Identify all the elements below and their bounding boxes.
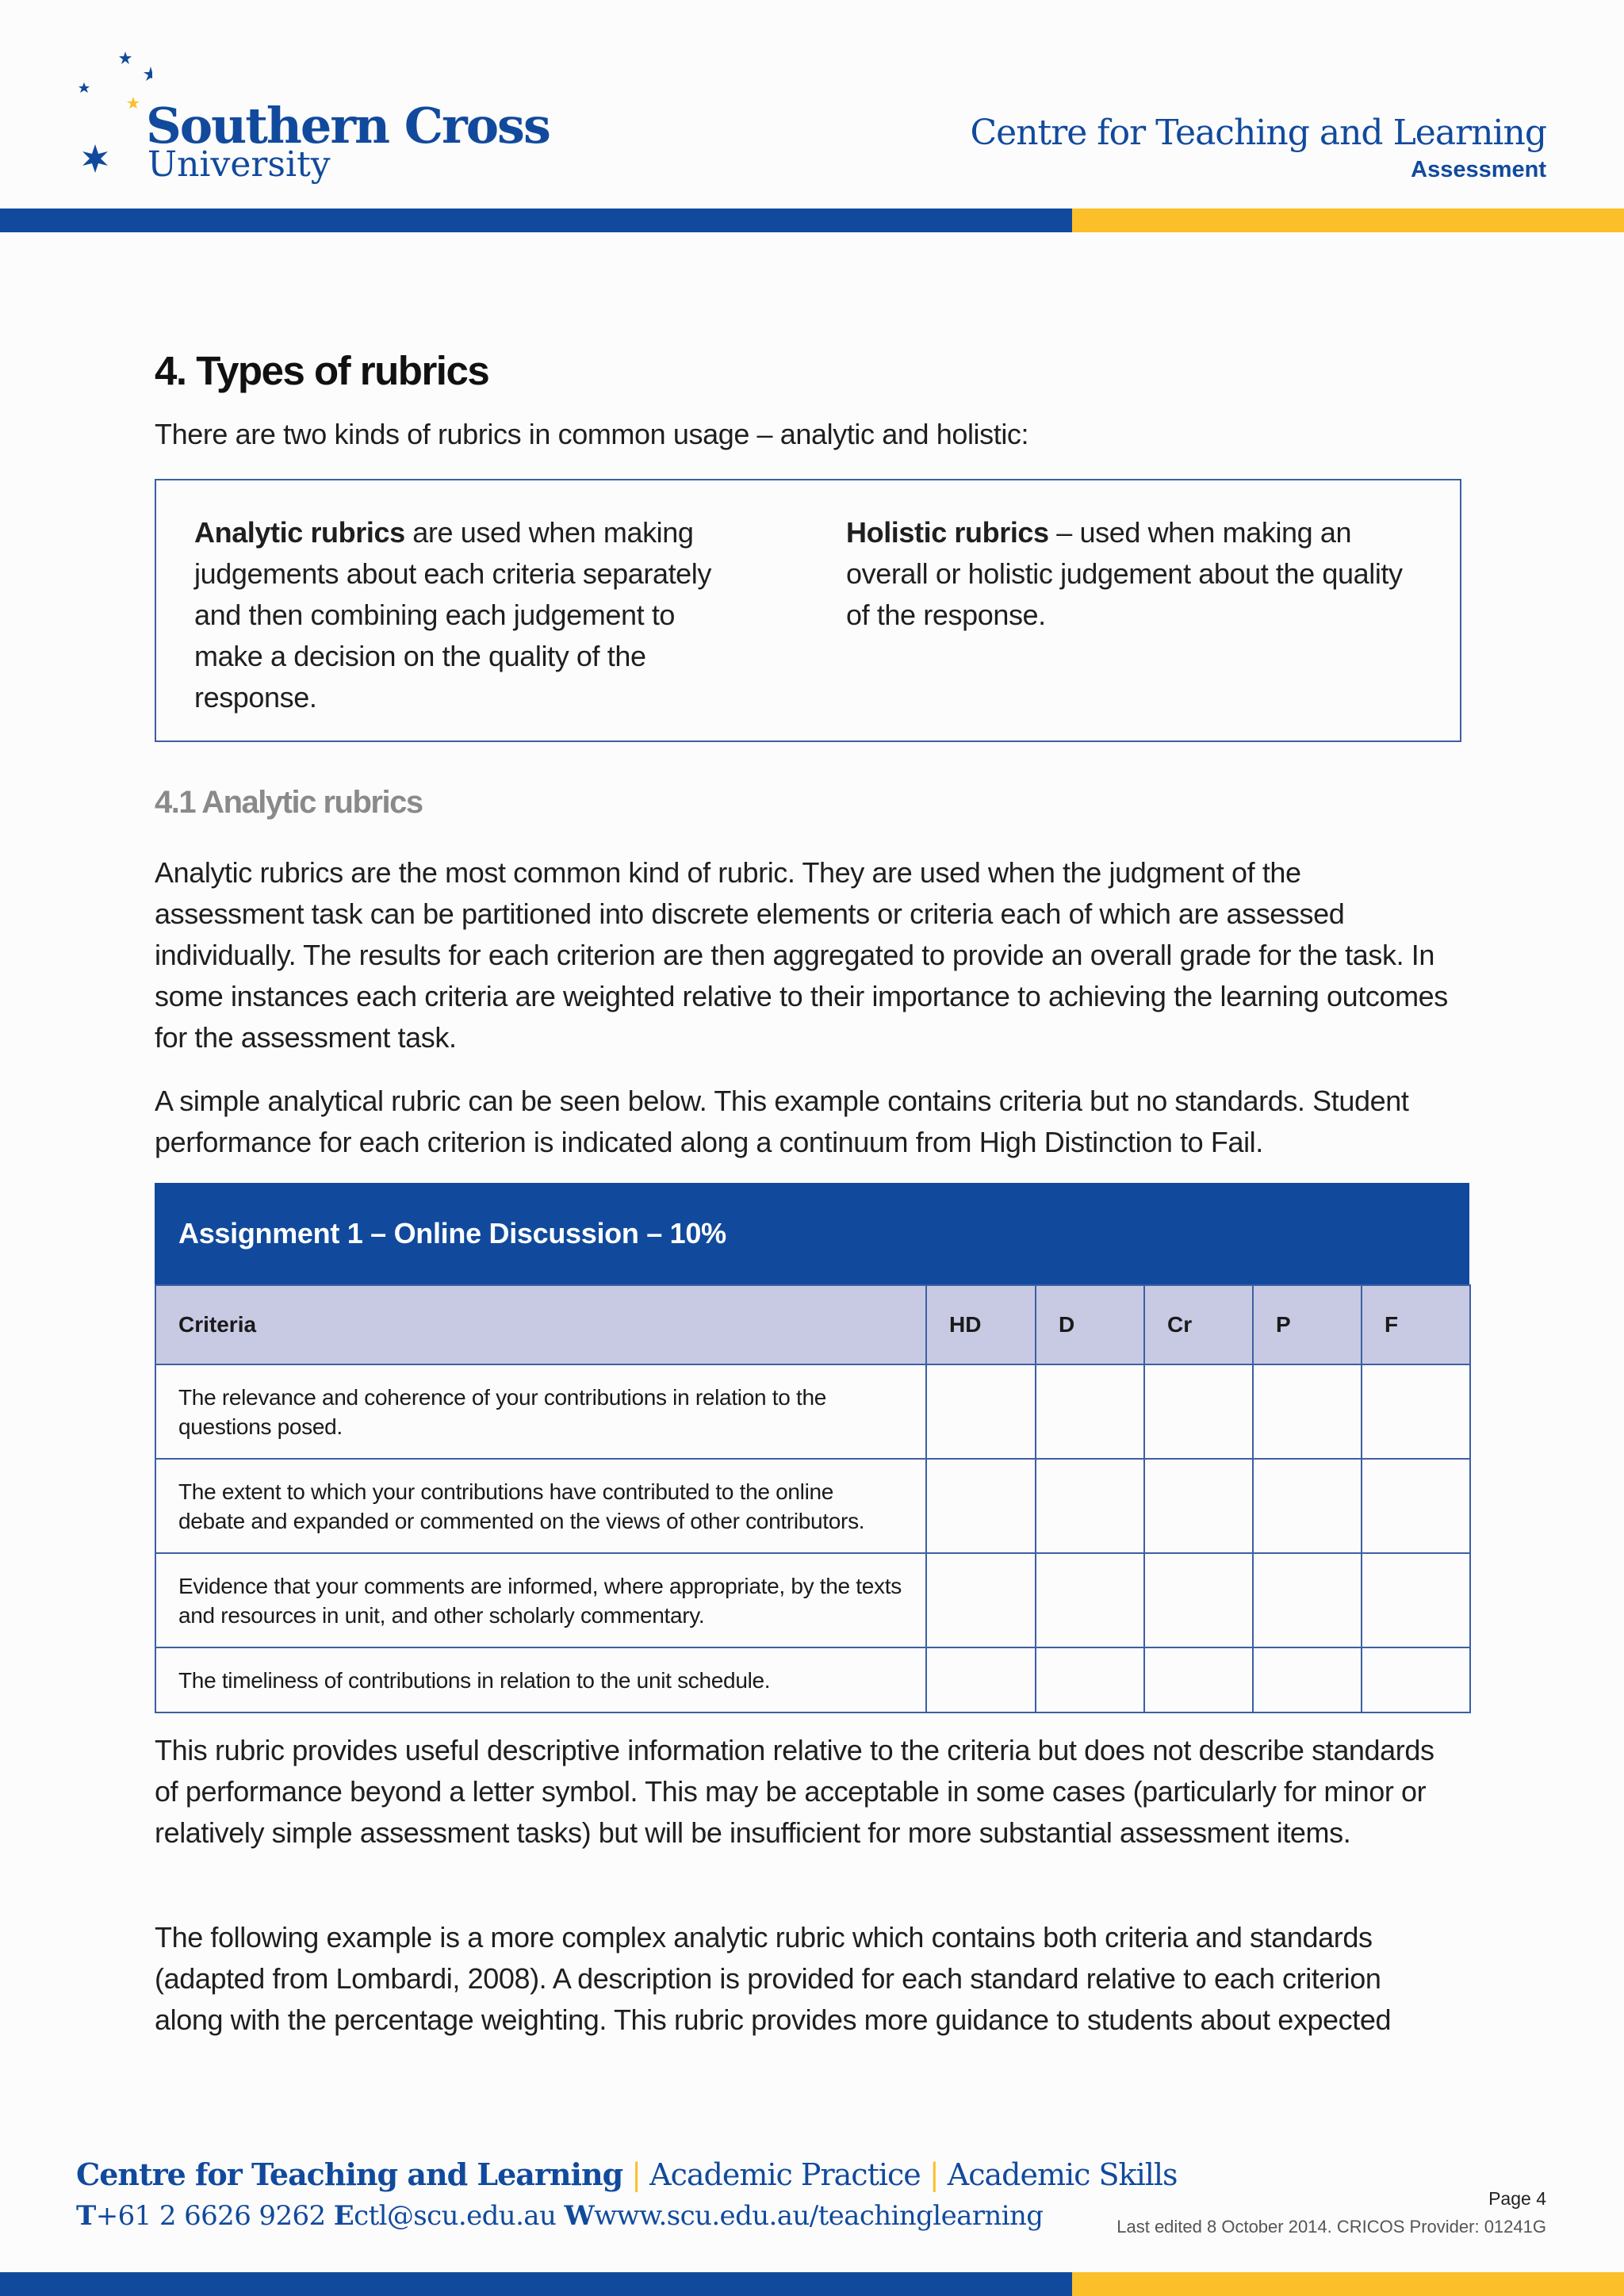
grade-cell	[926, 1459, 1036, 1553]
web-label: W	[564, 2200, 595, 2232]
grade-cell	[1036, 1364, 1144, 1459]
grade-cell	[1144, 1647, 1253, 1712]
logo-wordmark-sub: University	[147, 144, 331, 185]
header-subtitle: Assessment	[1411, 157, 1546, 182]
phone-number: +61 2 6626 9262	[95, 2200, 326, 2232]
grade-cell	[1253, 1459, 1362, 1553]
column-header-cr: Cr	[1144, 1285, 1253, 1364]
holistic-term: Holistic rubrics	[846, 516, 1049, 549]
footer-org: Centre for Teaching and Learning	[76, 2156, 623, 2192]
holistic-text: – used when making an overall or holistic judgement about the quality of the response.	[846, 516, 1403, 631]
column-header-d: D	[1036, 1285, 1144, 1364]
column-header-hd: HD	[926, 1285, 1036, 1364]
footer-contact-line	[76, 2200, 1044, 2232]
grade-cell	[1362, 1364, 1470, 1459]
footer-link-academic-practice[interactable]: Academic Practice	[649, 2157, 921, 2192]
grade-cell	[926, 1364, 1036, 1459]
criterion-cell: The relevance and coherence of your contributions in relation to the questions posed.	[155, 1364, 926, 1459]
phone-label: T	[76, 2200, 96, 2232]
analytic-text: are used when making judgements about each criteria separately and then combining each judgement to make a decision on the quality of the response.	[194, 516, 711, 714]
footer-separator: |	[631, 2157, 642, 2192]
analytic-term: Analytic rubrics	[194, 516, 405, 549]
website-link[interactable]: www.scu.edu.au/teachinglearning	[594, 2200, 1044, 2232]
rubric-table	[155, 1183, 1469, 1713]
logo-wordmark: Southern Cross	[146, 97, 550, 155]
email-link[interactable]: ctl@scu.edu.au	[354, 2200, 557, 2232]
grade-cell	[1036, 1553, 1144, 1647]
footer-link-academic-skills[interactable]: Academic Skills	[947, 2157, 1178, 2192]
grade-cell	[926, 1647, 1036, 1712]
grade-cell	[1036, 1647, 1144, 1712]
grade-cell	[1144, 1459, 1253, 1553]
grade-cell	[1144, 1364, 1253, 1459]
grade-cell	[1036, 1459, 1144, 1553]
holistic-definition	[846, 512, 1417, 636]
grade-cell	[1362, 1459, 1470, 1553]
paragraph-3: This rubric provides useful descriptive information relative to the criteria but does not describe standards of performance beyond a letter symbol. This may be acceptable in some cases (particularly for minor or relatively simple assessment tasks) but will be insufficient for more substantial assessment items.	[155, 1734, 1434, 1849]
section-heading: 4. Types of rubrics	[155, 348, 489, 393]
grade-cell	[1253, 1364, 1362, 1459]
table-row	[155, 1647, 1470, 1712]
page-number: Page 4	[1488, 2188, 1546, 2209]
grade-cell	[1253, 1553, 1362, 1647]
grade-cell	[926, 1553, 1036, 1647]
table-row	[155, 1553, 1470, 1647]
paragraph-1: Analytic rubrics are the most common kind of rubric. They are used when the judgment of the assessment task can be partitioned into discrete elements or criteria each of which are assessed individually. The results for each criterion are then aggregated to provide an overall grade for the task. In some instances each criteria are weighted relative to their importance to achieving the learning outcomes for the assessment task.	[155, 856, 1448, 1054]
rubric-title: Assignment 1 – Online Discussion – 10%	[155, 1183, 1469, 1284]
criterion-cell: The extent to which your contributions have contributed to the online debate and expanded or commented on the views of other contributors.	[155, 1459, 926, 1553]
grade-cell	[1253, 1647, 1362, 1712]
last-edited: Last edited 8 October 2014. CRICOS Provider: 01241G	[1116, 2217, 1546, 2237]
email-label: E	[333, 2200, 354, 2232]
grade-cell	[1362, 1553, 1470, 1647]
column-header-criteria: Criteria	[155, 1285, 926, 1364]
footer-separator: |	[929, 2157, 939, 2192]
analytic-definition	[194, 512, 749, 718]
paragraph-4: The following example is a more complex analytic rubric which contains both criteria and standards (adapted from Lombardi, 2008). A description is provided for each standard relative to each criterion along with the percentage weighting. This rubric provides more guidance to students about expected	[155, 1921, 1392, 2036]
criterion-cell: Evidence that your comments are informed, where appropriate, by the texts and resources in unit, and other scholarly commentary.	[155, 1553, 926, 1647]
column-header-p: P	[1253, 1285, 1362, 1364]
footer-band-yellow	[1072, 2272, 1624, 2296]
criterion-cell: The timeliness of contributions in relation to the unit schedule.	[155, 1647, 926, 1712]
column-header-f: F	[1362, 1285, 1470, 1364]
table-row	[155, 1459, 1470, 1553]
paragraph-2: A simple analytical rubric can be seen below. This example contains criteria but no standards. Student performance for each criterion is indicated along a continuum from High Distinction to Fail.	[155, 1085, 1409, 1158]
subsection-heading: 4.1 Analytic rubrics	[155, 785, 423, 820]
rubric-grid	[155, 1284, 1471, 1713]
header-title: Centre for Teaching and Learning	[970, 113, 1546, 153]
footer-org-line	[76, 2156, 1178, 2192]
university-logo-stars-icon	[73, 48, 152, 182]
grade-cell	[1144, 1553, 1253, 1647]
rubric-header-row	[155, 1285, 1470, 1364]
header-band-blue	[0, 209, 1072, 232]
footer-band-blue	[0, 2272, 1072, 2296]
header-band-yellow	[1072, 209, 1624, 232]
definitions-box	[155, 479, 1461, 742]
section-intro: There are two kinds of rubrics in common usage – analytic and holistic:	[155, 418, 1029, 450]
table-row	[155, 1364, 1470, 1459]
grade-cell	[1362, 1647, 1470, 1712]
